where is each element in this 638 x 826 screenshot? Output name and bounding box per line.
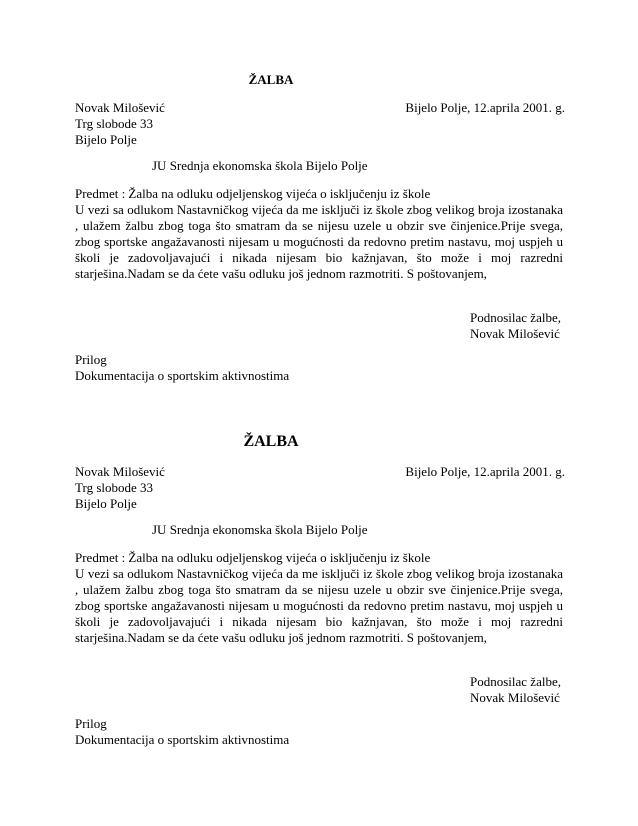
signature-name: Novak Milošević: [470, 326, 560, 341]
attachment-text: Dokumentacija o sportskim aktivnostima: [75, 732, 290, 747]
attachment-text: Dokumentacija o sportskim aktivnostima: [75, 368, 290, 383]
subject-line: Predmet : Žalba na odluku odjeljenskog vijeća o isključenju iz škole: [75, 550, 431, 565]
letter-title: ŽALBA: [243, 433, 299, 450]
attachment-block: [75, 716, 565, 748]
place-date: Bijelo Polje, 12.aprila 2001. g.: [405, 100, 565, 115]
sender-street: Trg slobode 33: [75, 116, 154, 131]
sender-city: Bijelo Polje: [75, 496, 137, 511]
sender-city: Bijelo Polje: [75, 132, 137, 147]
header-row: [75, 100, 565, 116]
sender-street: Trg slobode 33: [75, 480, 154, 495]
complaint-letter-2: [75, 432, 565, 748]
subject-line: Predmet : Žalba na odluku odjeljenskog vijeća o isključenju iz škole: [75, 186, 431, 201]
recipient: JU Srednja ekonomska škola Bijelo Polje: [152, 522, 368, 537]
signature-label: Podnosilac žalbe,: [470, 674, 561, 689]
recipient: JU Srednja ekonomska škola Bijelo Polje: [152, 158, 368, 173]
attachment-label: Prilog: [75, 716, 107, 731]
sender-name: Novak Milošević: [75, 464, 165, 479]
sender-name: Novak Milošević: [75, 100, 165, 115]
signature-block: [75, 674, 565, 706]
attachment-label: Prilog: [75, 352, 107, 367]
attachment-block: [75, 352, 565, 384]
complaint-letter-1: [75, 72, 565, 384]
signature-label: Podnosilac žalbe,: [470, 310, 561, 325]
body-paragraph: U vezi sa odlukom Nastavničkog vijeća da me isključi iz škole zbog velikog broja izostanaka , ulažem žalbu zbog toga što smatram da se nijesu uzele u obzir sve činjenice.Prije svega, zbog sportske angažavanosti nijesam u mogućnosti da redovno pretim nastavu, moj uspjeh u školi je zadovoljavajući i nikada nijesam bio kažnjavan, što može i moj razredni starješina.Nadam se da ćete vašu odluku još jednom razmotriti. S poštovanjem,: [75, 566, 563, 645]
letter-body-block: [75, 186, 563, 282]
body-paragraph: U vezi sa odlukom Nastavničkog vijeća da me isključi iz škole zbog velikog broja izostanaka , ulažem žalbu zbog toga što smatram da se nijesu uzele u obzir sve činjenice.Prije svega, zbog sportske angažavanosti nijesam u mogućnosti da redovno pretim nastavu, moj uspjeh u školi je zadovoljavajući i nikada nijesam bio kažnjavan, što može i moj razredni starješina.Nadam se da ćete vašu odluku još jednom razmotriti. S poštovanjem,: [75, 202, 563, 281]
header-row: [75, 464, 565, 480]
signature-block: [75, 310, 565, 342]
signature-name: Novak Milošević: [470, 690, 560, 705]
letter-title: ŽALBA: [248, 72, 294, 87]
letter-body-block: [75, 550, 563, 646]
place-date: Bijelo Polje, 12.aprila 2001. g.: [405, 464, 565, 479]
